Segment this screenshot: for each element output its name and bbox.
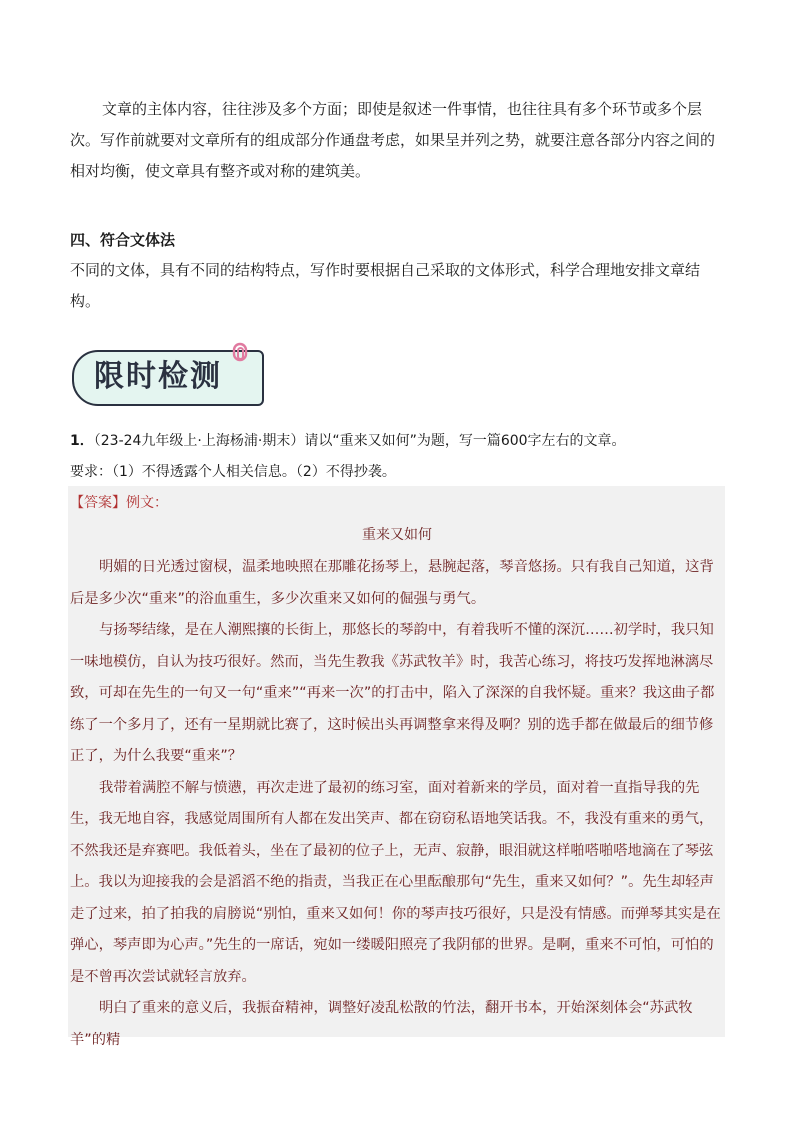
essay-body: [70, 552, 725, 1056]
section-body: 不同的文体，具有不同的结构特点，写作时要根据自己采取的文体形式，科学合理地安排文章结构。: [70, 261, 701, 310]
essay-paragraph: 与扬琴结缘，是在人潮熙攘的长街上，那悠长的琴韵中，有着我听不懂的深沉……初学时，我只知一味地模仿，自认为技巧很好。然而，当先生教我《苏武牧羊》时，我苦心练习，将技巧发挥地淋漓尽致，可却在先生的一句又一句“重来”“再来一次”的打击中，陷入了深深的自我怀疑。重来？我这曲子都练了一个多月了，还有一星期就比赛了，这时候出头再调整拿来得及啊？别的选手都在做最后的细节修正了，为什么我要“重来”？: [70, 622, 715, 764]
intro-paragraph: 文章的主体内容，往往涉及多个方面；即使是叙述一件事情，也往往具有多个环节或多个层次。写作前就要对文章所有的组成部分作通盘考虑，如果呈并列之势，就要注意各部分内容之间的相对均衡，使文章具有整齐或对称的建筑美。: [70, 100, 716, 180]
timed-test-banner: [72, 344, 272, 408]
paper-clip-icon: [230, 342, 252, 364]
question-number: 1．: [70, 433, 94, 449]
essay-paragraph: 我带着满腔不解与愤懑，再次走进了最初的练习室，面对着新来的学员，面对着一直指导我的先生，我无地自容，我感觉周围所有人都在发出笑声、都在窃窃私语地笑话我。不，我没有重来的勇气，不然我还是弃赛吧。我低着头，坐在了最初的位子上，无声、寂静，眼泪就这样啪嗒啪嗒地滴在了琴弦上。我以为迎接我的会是滔滔不绝的指责，当我正在心里酝酿那句“先生，重来又如何？”。先生却轻声走了过来，拍了拍我的肩膀说“别怕，重来又如何！你的琴声技巧很好，只是没有情感。而弹琴其实是在弹心，琴声即为心声。”先生的一席话，宛如一缕暖阳照亮了我阴郁的世界。是啊，重来不可怕，可怕的是不曾再次尝试就轻言放弃。: [70, 779, 721, 985]
banner-title: 限时检测: [94, 359, 222, 394]
question-text: （23-24九年级上·上海杨浦·期末）请以“重来又如何”为题，写一篇600字左右的文章。: [93, 433, 626, 449]
question-line: [70, 428, 725, 454]
essay-paragraph: 明媚的日光透过窗棂，温柔地映照在那雕花扬琴上，悬腕起落，琴音悠扬。只有我自己知道，这背后是多少次“重来”的浴血重生，多少次重来又如何的倔强与勇气。: [70, 559, 714, 607]
answer-label: 【答案】例文：: [70, 495, 168, 511]
essay-paragraph: 明白了重来的意义后，我振奋精神，调整好凌乱松散的竹法，翻开书本，开始深刻体会“苏武牧羊”的精: [70, 1000, 693, 1048]
question-requirements: 要求：（1）不得透露个人相关信息。（2）不得抄袭。: [70, 464, 396, 480]
essay-title: 重来又如何: [362, 527, 432, 543]
section-heading: 四、符合文体法: [70, 231, 176, 249]
